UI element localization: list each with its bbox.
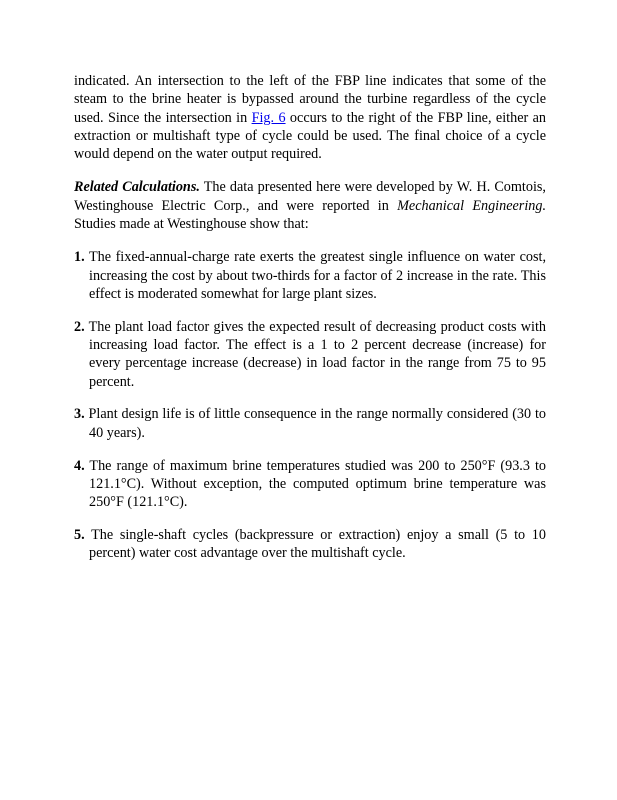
paragraph2-text-before-italic: The data presented here were developed by W. H. Comtois, Westinghouse Electric Corp., and were reported in [74,179,546,214]
paragraph-related-calculations [74,178,546,233]
paragraph2-text-after-italic: Studies made at Westinghouse show that: [74,216,309,233]
list-item-number: 5. [74,526,85,543]
paragraph-cycle-choice [74,72,546,163]
list-item [74,248,546,303]
related-calculations-heading: Related Calculations. [74,179,200,196]
list-item-number: 2. [74,318,85,335]
list-item [74,405,546,442]
list-item-text: The range of maximum brine temperatures studied was 200 to 250°F (93.3 to 121.1°C). Without exception, the computed optimum brine temperature was 250°F (121.1°C). [84,457,546,511]
list-item-number: 1. [74,249,85,266]
fig-6-link[interactable]: Fig. 6 [251,109,286,126]
list-item [74,457,546,512]
list-item [74,318,546,391]
list-item-text: Plant design life is of little consequence in the range normally considered (30 to 40 years). [84,406,546,441]
list-item-text: The plant load factor gives the expected result of decreasing product costs with increasing load factor. The effect is a 1 to 2 percent decrease (increase) for every percentage increase (decrease) in load factor in the range from 75 to 95 percent. [84,318,546,390]
list-item-number: 4. [74,457,85,474]
list-item-text: The single-shaft cycles (backpressure or extraction) enjoy a small (5 to 10 percent) water cost advantage over the multishaft cycle. [84,526,546,562]
paragraph1-text-after-link: occurs to the right of the FBP line, either an extraction or multishaft type of cycle could be used. The final choice of a cycle would depend on the water output required. [74,109,546,163]
list-item-text: The fixed-annual-charge rate exerts the greatest single influence on water cost, increasing the cost by about two-thirds for a factor of 2 increase in the rate. This effect is moderated somewhat for large plant sizes. [84,249,546,302]
paragraph1-text-before-link: indicated. An intersection to the left of the FBP line indicates that some of the steam to the brine heater is bypassed around the turbine regardless of the cycle used. Since the intersection in [74,73,546,126]
list-item [74,526,546,563]
document-page [74,72,546,577]
list-item-number: 3. [74,406,85,423]
journal-name: Mechanical Engineering. [397,197,546,214]
